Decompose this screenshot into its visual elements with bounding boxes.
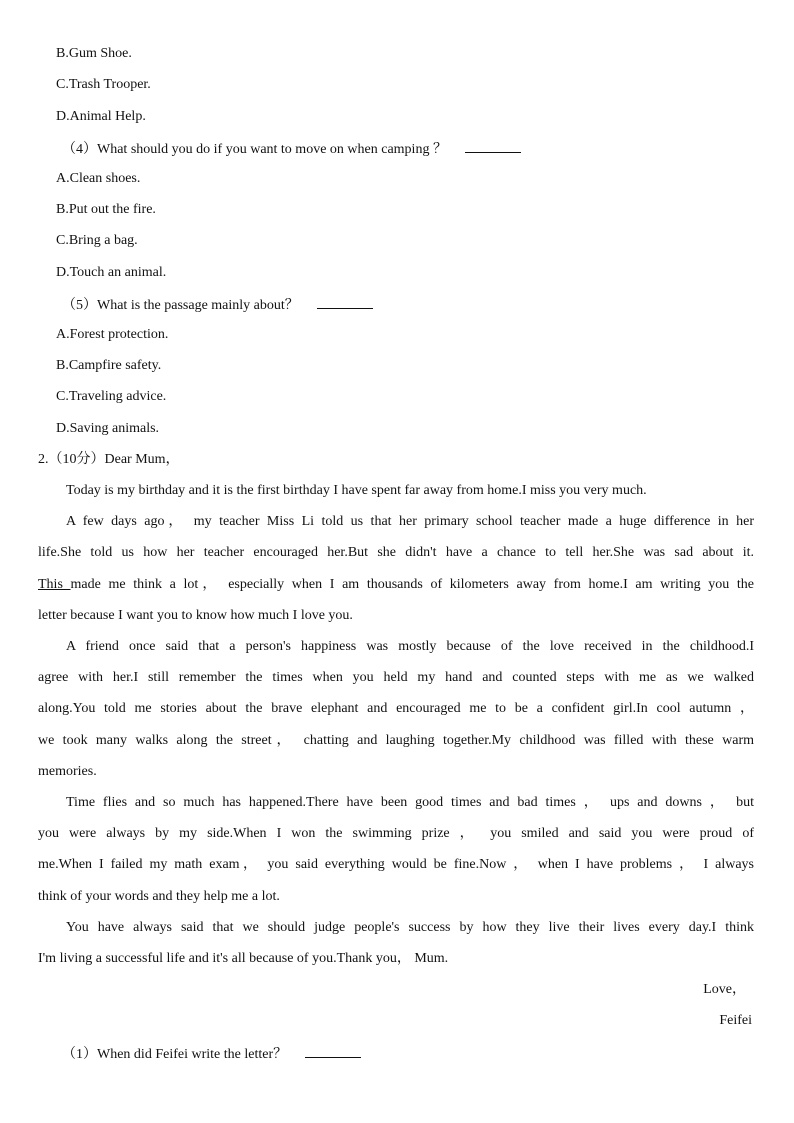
q1-5-option-b: B.Campfire safety. [56,358,162,373]
answer-blank[interactable] [465,139,521,153]
letter-p3-line3: along.You told me stories about the brave elephant and encouraged me to be a confident girl.In cool autumn ， [38,701,754,716]
q1-3-option-c: C.Trash Trooper. [56,77,151,92]
q1-5-option-a: A.Forest protection. [56,327,169,342]
answer-blank[interactable] [317,295,373,309]
underlined-this: This [38,577,71,592]
letter-p2-line1: A few days ago， my teacher Miss Li told us that her primary school teacher made a huge difference in her [66,514,754,529]
q1-5-question [62,295,373,315]
letter-p2-line3-text: made me think a lot， especially when I am thousands of kilometers away from home.I am writing you the [70,577,754,592]
letter-p2-line4: letter because I want you to know how much I love you. [38,608,353,623]
q1-5-option-c: C.Traveling advice. [56,389,167,404]
answer-blank[interactable] [305,1044,361,1058]
letter-p4-line4: think of your words and they help me a lot. [38,889,280,904]
letter-p3-line5: memories. [38,764,97,779]
letter-p4-line2: you were always by my side.When I won the swimming prize ， you smiled and said you were proud of [38,826,754,841]
letter-p4-line1: Time flies and so much has happened.There have been good times and bad times ， ups and downs ， but [66,795,754,810]
q2-1-stem: （1）When did Feifei write the letter？ [62,1047,288,1062]
letter-p5-line2: I'm living a successful life and it's all because of you.Thank you， Mum. [38,951,449,966]
letter-p2-line2: life.She told us how her teacher encouraged her.But she didn't have a chance to tell her.She was sad about it. [38,545,754,560]
letter-p3-line4: we took many walks along the street， chatting and laughing together.My childhood was filled with these warm [38,733,754,748]
q1-4-option-c: C.Bring a bag. [56,233,138,248]
q1-4-stem: （4）What should you do if you want to move on when camping ？ [62,142,447,157]
letter-signature: Feifei [719,1013,752,1028]
q1-3-option-b: B.Gum Shoe. [56,46,132,61]
letter-paragraph-1: Today is my birthday and it is the first birthday I have spent far away from home.I miss you very much. [66,483,647,498]
letter-p3-line1: A friend once said that a person's happiness was mostly because of the love received in the childhood.I [66,639,754,654]
letter-p5-line1: You have always said that we should judge people's success by how they live their lives every day.I think [66,920,754,935]
q1-3-option-d: D.Animal Help. [56,109,146,124]
letter-p4-line3: me.When I failed my math exam， you said everything would be fine.Now ， when I have problems ， I always [38,857,754,872]
q1-5-stem: （5）What is the passage mainly about？ [62,298,299,313]
q1-4-option-a: A.Clean shoes. [56,171,141,186]
letter-closing: Love， [703,982,746,997]
q1-4-option-b: B.Put out the fire. [56,202,156,217]
letter-p2-line3 [38,576,754,594]
letter-p3-line2: agree with her.I still remember the times when you held my hand and counted steps with me as we walked [38,670,754,685]
q2-1-question [62,1044,361,1064]
q1-5-option-d: D.Saving animals. [56,421,160,436]
q1-4-question [62,139,521,159]
q2-header: 2.（10分）Dear Mum， [38,452,180,467]
q1-4-option-d: D.Touch an animal. [56,265,167,280]
